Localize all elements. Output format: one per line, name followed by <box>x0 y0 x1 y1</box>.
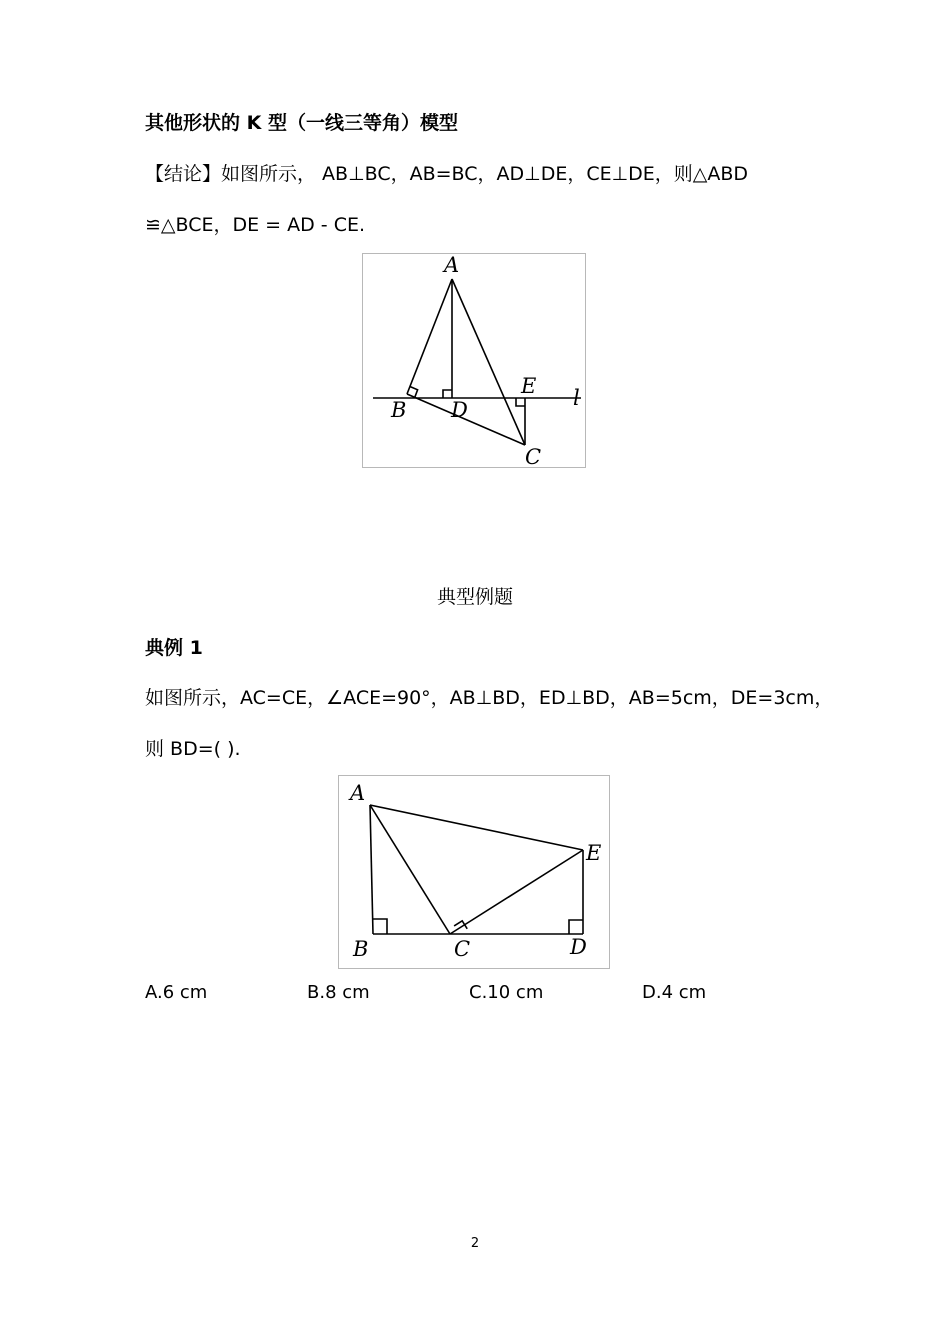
label-d: D <box>570 935 587 959</box>
segment-ce <box>450 850 583 934</box>
label-b: B <box>391 398 407 422</box>
label-b: B <box>353 937 369 961</box>
right-angle-b <box>373 919 387 934</box>
option-c[interactable]: C.10 cm <box>469 982 544 1003</box>
label-c: C <box>454 937 471 961</box>
example-figure <box>338 775 610 969</box>
conclusion-line-2: ≌△BCE，DE = AD - CE. <box>145 214 366 236</box>
option-d[interactable]: D.4 cm <box>642 982 707 1003</box>
segment-ab <box>407 279 452 394</box>
right-angle-d <box>569 920 583 934</box>
question-line-1: 如图所示，AC=CE，∠ACE=90°，AB⊥BD，ED⊥BD，AB=5cm，DE=3cm， <box>145 687 834 709</box>
k-model-figure <box>362 253 586 468</box>
examples-heading: 典型例题 <box>436 586 513 608</box>
label-e: E <box>521 374 537 398</box>
segment-ab <box>370 805 373 934</box>
label-a: A <box>350 781 366 805</box>
option-a[interactable]: A.6 cm <box>145 982 208 1003</box>
right-angle-d <box>443 390 452 398</box>
k-model-diagram <box>363 254 587 469</box>
label-c: C <box>525 445 542 469</box>
example-diagram <box>339 776 611 970</box>
question-line-2: 则 BD=( ). <box>145 738 241 760</box>
segment-ac <box>370 805 450 934</box>
label-a: A <box>444 254 460 277</box>
label-d: D <box>451 398 468 422</box>
right-angle-e <box>516 398 525 406</box>
label-l: l <box>573 386 580 410</box>
example-title: 典例 1 <box>145 637 203 659</box>
conclusion-line-1: 【结论】如图所示， AB⊥BC，AB=BC，AD⊥DE，CE⊥DE，则△ABD <box>145 163 749 185</box>
page-number: 2 <box>470 1236 480 1251</box>
label-e: E <box>586 841 602 865</box>
option-b[interactable]: B.8 cm <box>307 982 370 1003</box>
segment-ae <box>370 805 583 850</box>
section-title: 其他形状的 K 型（一线三等角）模型 <box>145 112 458 134</box>
